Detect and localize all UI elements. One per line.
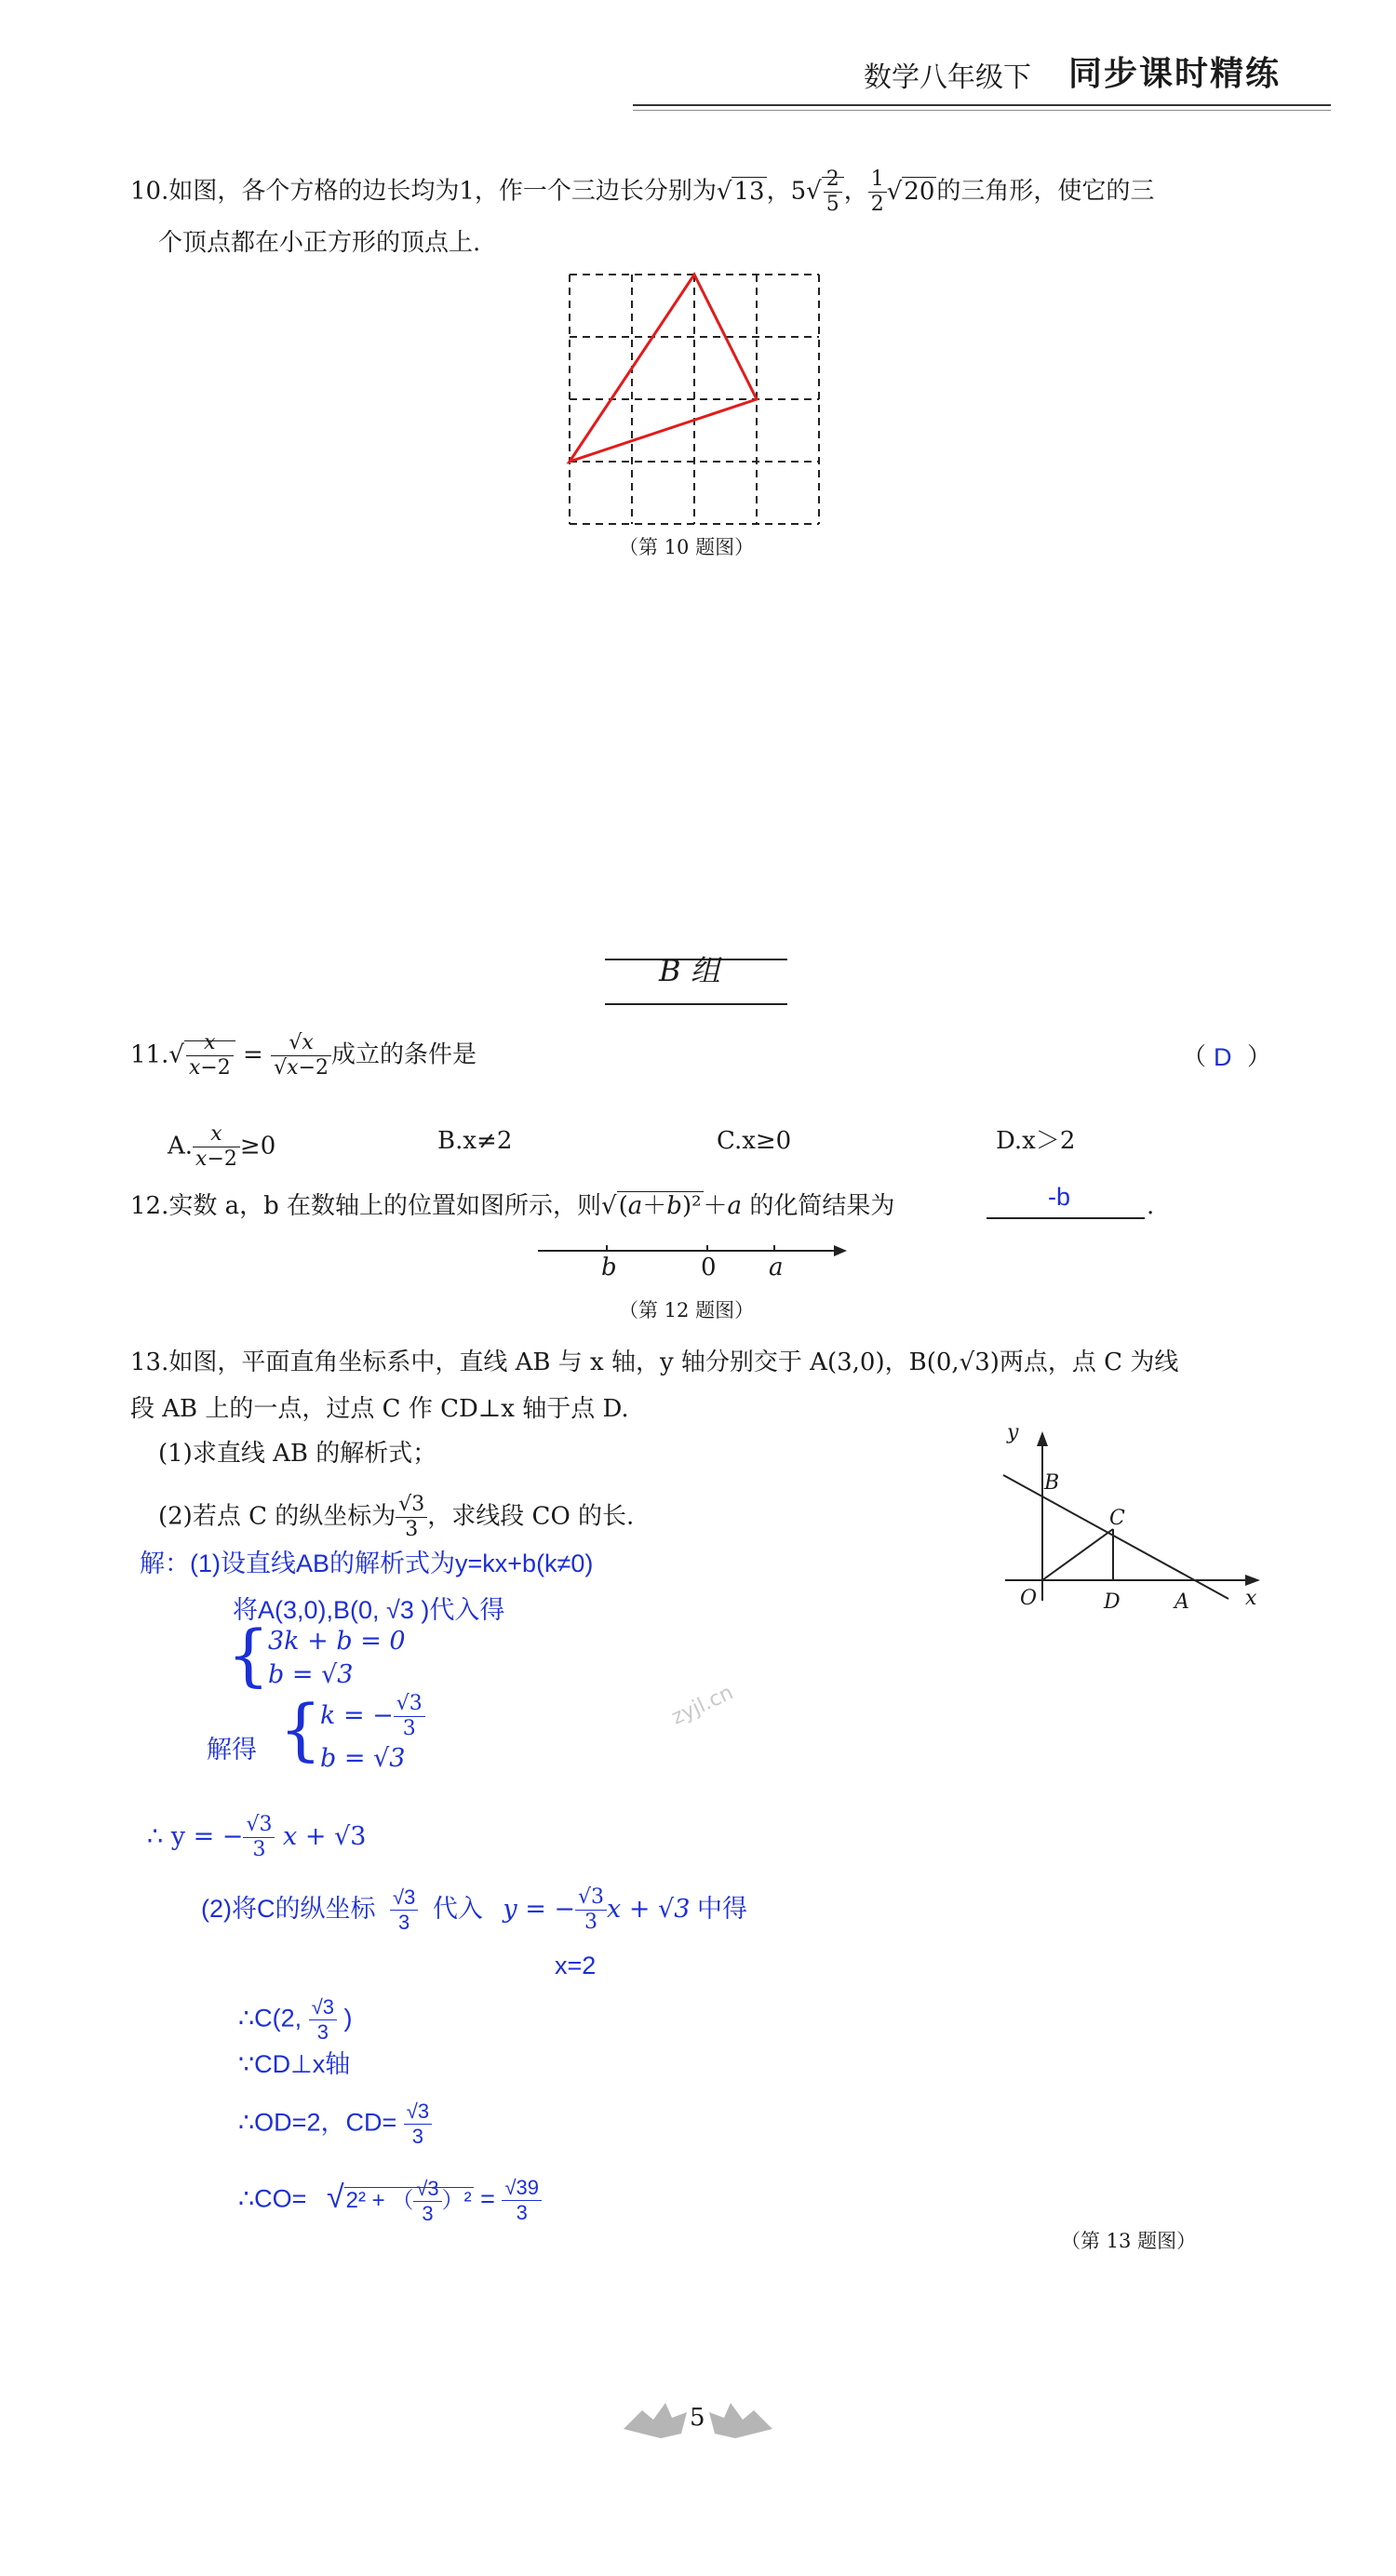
header-subtitle: 数学八年级下 [864,61,1031,94]
sol-part2: (2)将C的纵坐标 $\frac{√3}{3}$ 代入 y = − $\frac{√3}{3}$ x + √3 中得 [201,1885,747,1935]
q12-blank [987,1217,1145,1219]
watermark: zyjl.cn [667,1681,737,1730]
q11-paren-open: （ [1182,1043,1207,1071]
q13-part1: (1)求直线 AB 的解析式； [158,1440,437,1468]
q12-answer: -b [1048,1183,1071,1211]
q10-line1: 10.如图，各个方格的边长均为1，作一个三边长分别为√13，5√ $\frac{2}{5}$ ， $\frac{1}{2}$ √20的三角形，使它的三 [130,168,1155,216]
q13-part2: (2)若点 C 的纵坐标为 $\frac{√3}{3}$ ，求线段 CO 的长. [158,1493,635,1541]
q10-triangle [570,275,757,462]
q12-label-a: a [769,1254,784,1281]
q13-label-d: D [1104,1590,1121,1614]
sol-sys2b: b = √3 [320,1744,406,1773]
q11-stem: 11.√ $\frac{x}{x-2}$ = $\frac{√x}{√x-2}$ 成立的条件是 [130,1031,477,1080]
q11-option-d: D.x＞2 [996,1127,1076,1155]
q12-number-line [530,1238,856,1280]
header-rule-2 [633,110,1331,111]
q11-option-b: B.x≠2 [437,1127,513,1155]
q13-label-o: O [1020,1587,1038,1610]
q13-label-a: A [1175,1590,1189,1614]
q13-line1: 13.如图，平面直角坐标系中，直线 AB 与 x 轴，y 轴分别交于 A(3,0)，B(0,√3)两点，点 C 为线 [130,1348,1179,1376]
q11-option-c: C.x≥0 [717,1127,792,1155]
header-rule [633,104,1331,106]
q12-end: . [1147,1192,1155,1220]
sol-brace-1: { [227,1616,270,1694]
q11-answer: D [1214,1043,1232,1071]
q12-caption: （第 12 题图） [619,1299,755,1322]
sol-line2: 将A(3,0),B(0, √3 )代入得 [233,1596,505,1624]
sol-od: ∴OD=2，CD= $\frac{√3}{3}$ [238,2101,432,2147]
q10-caption: （第 10 题图） [619,536,755,558]
q10-grid-figure [558,265,828,526]
sol-c-point: ∴C(2, $\frac{√3}{3}$ ) [238,1995,353,2044]
sol-solve: 解得 [207,1736,257,1764]
sol-perp: ∵CD⊥x轴 [238,2050,351,2078]
q13-label-b: B [1044,1471,1060,1495]
page-number: 5 [690,2404,705,2432]
sol-sys1a: 3k + b = 0 [268,1627,406,1656]
sol-x2: x=2 [555,1952,597,1979]
q11-option-a: A. $\frac{x}{x-2}$ ≥0 [168,1122,276,1171]
q11-paren-close: ） [1247,1043,1272,1071]
q13-label-y: y [1007,1421,1019,1444]
sol-therefore1: ∴ y = − $\frac{√3}{3}$ x + √3 [147,1813,367,1861]
sol-co: ∴CO= √2² + （ $\frac{√3}{3}$ ）² = $\frac{√39}{3}$ [238,2178,542,2224]
section-b-label: B 组 [659,953,720,988]
q10-line2: 个顶点都在小正方形的顶点上. [158,229,481,257]
sol-sys2a: k = − $\frac{√3}{3}$ [320,1694,425,1739]
sol-line1: 解：(1)设直线AB的解析式为y=kx+b(k≠0) [140,1550,594,1577]
sol-brace-2: { [279,1690,322,1768]
q13-caption: （第 13 题图） [1061,2230,1197,2252]
sol-sys1b: b = √3 [268,1660,354,1689]
q13-figure [996,1424,1275,1610]
q12-stem: 12.实数 a，b 在数轴上的位置如图所示，则√(a＋b)²＋a 的化简结果为 [130,1192,895,1220]
header-title: 同步课时精练 [1068,55,1282,93]
q13-line2: 段 AB 上的一点，过点 C 作 CD⊥x 轴于点 D. [130,1395,629,1423]
q12-label-0: 0 [701,1254,717,1281]
q12-label-b: b [601,1254,617,1281]
q13-label-c: C [1109,1507,1125,1530]
q13-label-x: x [1245,1587,1257,1610]
